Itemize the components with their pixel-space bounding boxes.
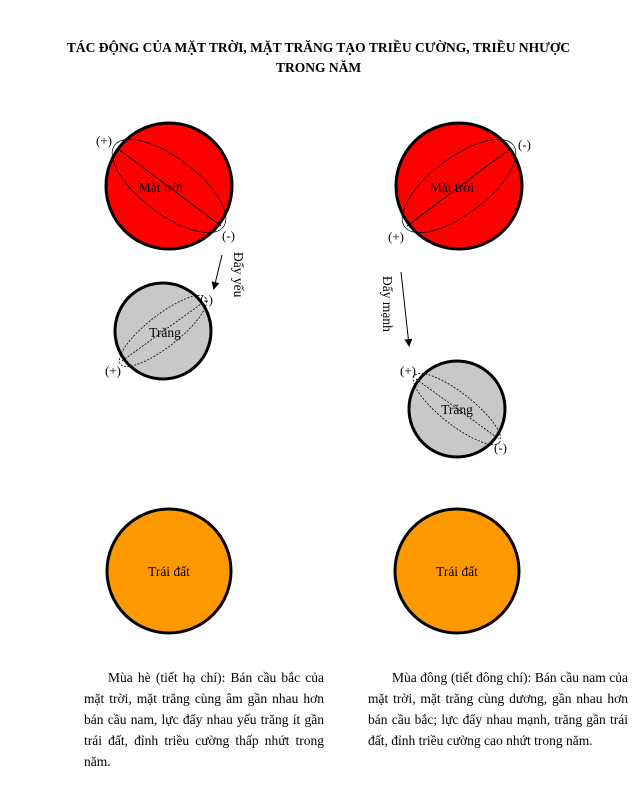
right-earth-label: Trái đất [436,564,478,579]
right-arrow-label: Đẩy mạnh [380,276,395,332]
left-moon-label: Trăng [149,325,181,340]
title-line-2: TRONG NĂM [275,60,362,75]
right-moon-sign-bottom: (-) [494,440,507,455]
left-sun-sign-top: (+) [96,133,112,148]
right-earth [395,509,519,633]
right-sun-sign-top: (-) [518,137,531,152]
left-moon-sign-bottom: (+) [105,363,121,378]
right-arrow [401,272,409,345]
right-caption [368,667,628,751]
title-line-1: TÁC ĐỘNG CỦA MẶT TRỜI, MẶT TRĂNG TẠO TRIỀU CƯỜNG, TRIỀU NHƯỢC [66,40,571,55]
right-moon-sign-top: (+) [400,363,416,378]
left-earth-label: Trái đất [148,564,190,579]
right-sun [388,123,530,250]
right-caption-text: Mùa đông (tiết đông chí): Bán cầu nam của mặt trời, mặt trăng cùng dương, gần nhau hơn bán cầu bắc; lực đẩy nhau mạnh, trăng gần trái đất, đỉnh triều cường cao nhứt trong năm. [368,670,628,748]
left-sun-label: Mặt trời [138,180,184,195]
left-caption-text: Mùa hè (tiết hạ chí): Bán cầu bắc của mặt trời, mặt trăng cùng âm gần nhau hơn bán cầu nam, lực đẩy nhau yếu trăng ít gần trái đất, đỉnh triều cường thấp nhứt trong năm. [84,670,324,769]
left-sun [98,123,240,250]
left-caption [84,667,324,772]
right-moon-label: Trăng [441,402,473,417]
left-arrow [214,255,222,288]
right-sun-sign-bottom: (+) [388,229,404,244]
right-sun-label: Mặt trời [429,180,475,195]
left-arrow-label: Đẩy yếu [231,252,246,298]
left-moon-sign-top: (-) [200,292,213,307]
left-sun-sign-bottom: (-) [222,228,235,243]
left-earth [107,509,231,633]
